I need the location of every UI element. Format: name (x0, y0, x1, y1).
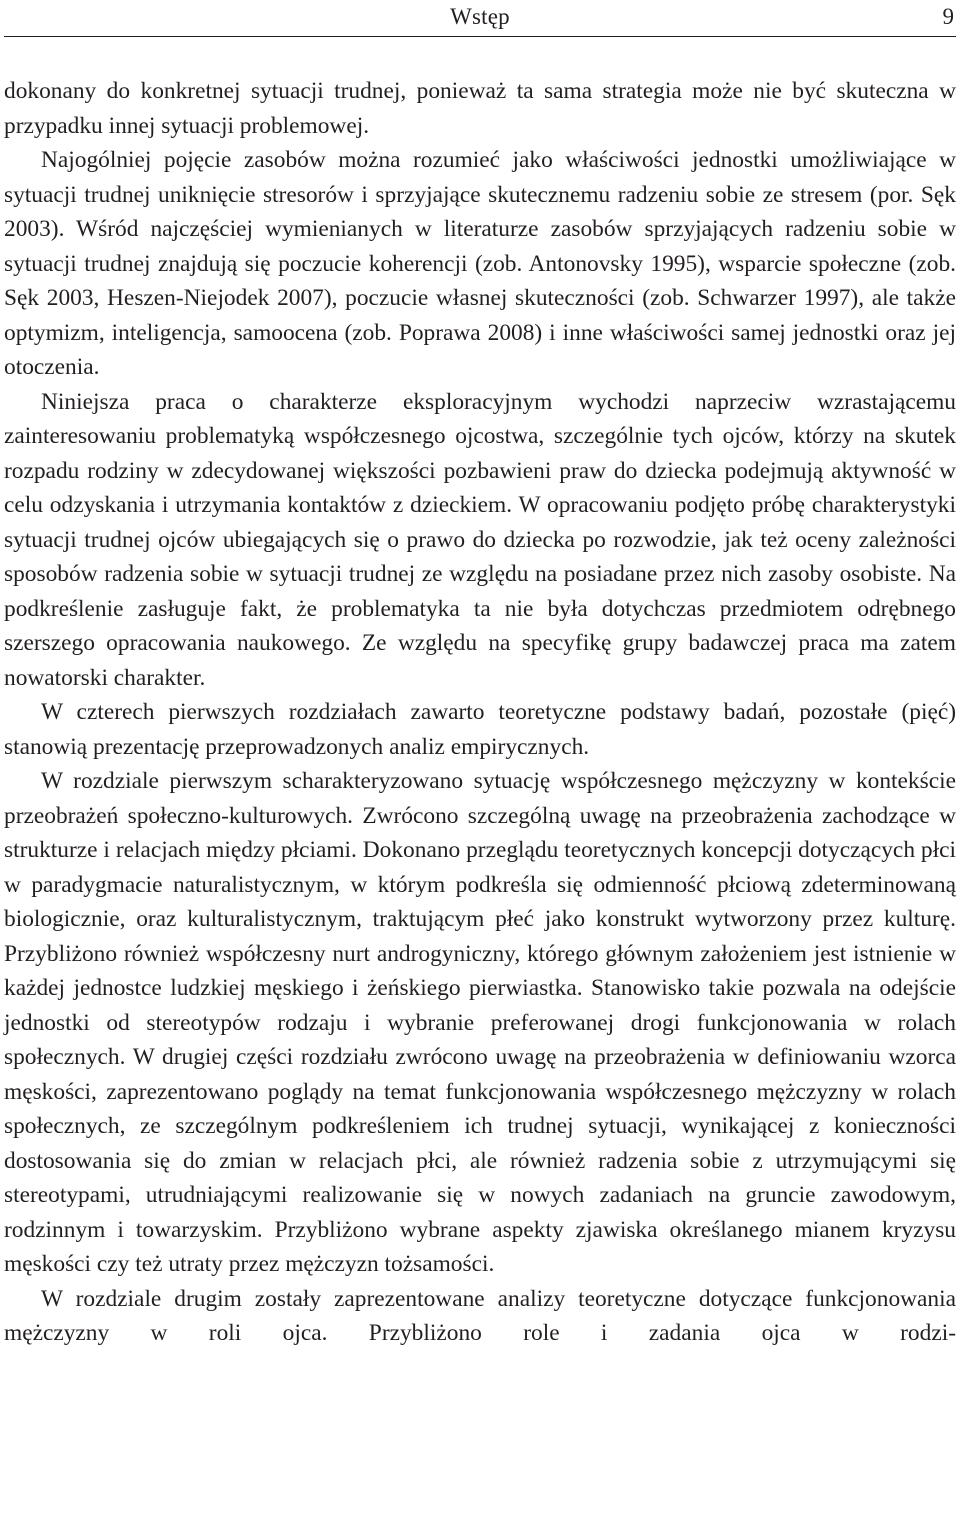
paragraph-chapter-two: W rozdziale drugim zostały zaprezentowane analizy teoretyczne dotyczące funkcjonowania mężczyzny w roli ojca. Przybliżono role i zadania ojca w rodzi- (4, 1285, 956, 1346)
page-body (4, 74, 956, 1351)
page-header (4, 0, 956, 37)
paragraph-resources: Najogólniej pojęcie zasobów można rozumieć jako właściwości jednostki umożliwiające w sytuacji trudnej uniknięcie stresorów i sprzyjające skutecznemu radzeniu sobie ze stresem (por. Sęk 2003). Wśród najczęściej wymienianych w literaturze zasobów sprzyjających radzeniu sobie w sytuacji trudnej znajdują się poczucie koherencji (zob. Antonovsky 1995), wsparcie społeczne (zob. Sęk 2003, Heszen-Niejodek 2007), poczucie własnej skuteczności (zob. Schwarzer 1997), ale także optymizm, inteligencja, samoocena (zob. Poprawa 2008) i inne właściwości samej jednostki oraz jej otoczenia. (4, 147, 956, 380)
paragraph-continuation: dokonany do konkretnej sytuacji trudnej, ponieważ ta sama strategia może nie być skuteczna w przypadku innej sytuacji problemowej. (4, 78, 956, 139)
paragraph-structure: W czterech pierwszych rozdziałach zawarto teoretyczne podstawy badań, pozostałe (pięć) stanowią prezentację przeprowadzonych analiz empirycznych. (4, 699, 956, 760)
paragraph-chapter-one: W rozdziale pierwszym scharakteryzowano sytuację współczesnego mężczyzny w kontekście przeobrażeń społeczno-kulturowych. Zwrócono szczególną uwagę na przeobrażenia zachodzące w strukturze i relacjach między płciami. Dokonano przeglądu teoretycznych koncepcji dotyczących płci w paradygmacie naturalistycznym, w którym podkreśla się odmienność płciową zdeterminowaną biologicznie, oraz kulturalistycznym, traktującym płeć jako konstrukt wytworzony przez kulturę. Przybliżono również współczesny nurt androgyniczny, którego głównym założeniem jest istnienie w każdej jednostce ludzkiej męskiego i żeńskiego pierwiastka. Stanowisko takie pozwala na odejście jednostki od stereotypów rodzaju i wybranie preferowanej drogi funkcjonowania w rolach społecznych. W drugiej części rozdziału zwrócono uwagę na przeobrażenia w definiowaniu wzorca męskości, zaprezentowano poglądy na temat funkcjonowania współczesnego mężczyzny w rolach społecznych, ze szczególnym podkreśleniem ich trudnej sytuacji, wynikającej z konieczności dostosowania się do zmian w relacjach płci, ale również radzenia sobie z utrzymującymi się stereotypami, utrudniającymi realizowanie się w nowych zadaniach na gruncie zawodowym, rodzinnym i towarzyskim. Przybliżono wybrane aspekty zjawiska określanego mianem kryzysu męskości czy też utraty przez mężczyzn tożsamości. (4, 768, 956, 1277)
page-number: 9 (942, 4, 954, 29)
running-title: Wstęp (450, 4, 510, 29)
paragraph-study-aim: Niniejsza praca o charakterze eksploracyjnym wychodzi naprzeciw wzrastającemu zainteresowaniu problematyką współczesnego ojcostwa, szczególnie tych ojców, którzy na skutek rozpadu rodziny w zdecydowanej większości pozbawieni praw do dziecka podejmują aktywność w celu odzyskania i utrzymania kontaktów z dzieckiem. W opracowaniu podjęto próbę charakterystyki sytuacji trudnej ojców ubiegających się o prawo do dziecka po rozwodzie, jak też oceny zależności sposobów radzenia sobie w sytuacji trudnej ze względu na posiadane przez nich zasoby osobiste. Na podkreślenie zasługuje fakt, że problematyka ta nie była dotychczas przedmiotem odrębnego szerszego opracowania naukowego. Ze względu na specyfikę grupy badawczej praca ma zatem nowatorski charakter. (4, 388, 956, 691)
